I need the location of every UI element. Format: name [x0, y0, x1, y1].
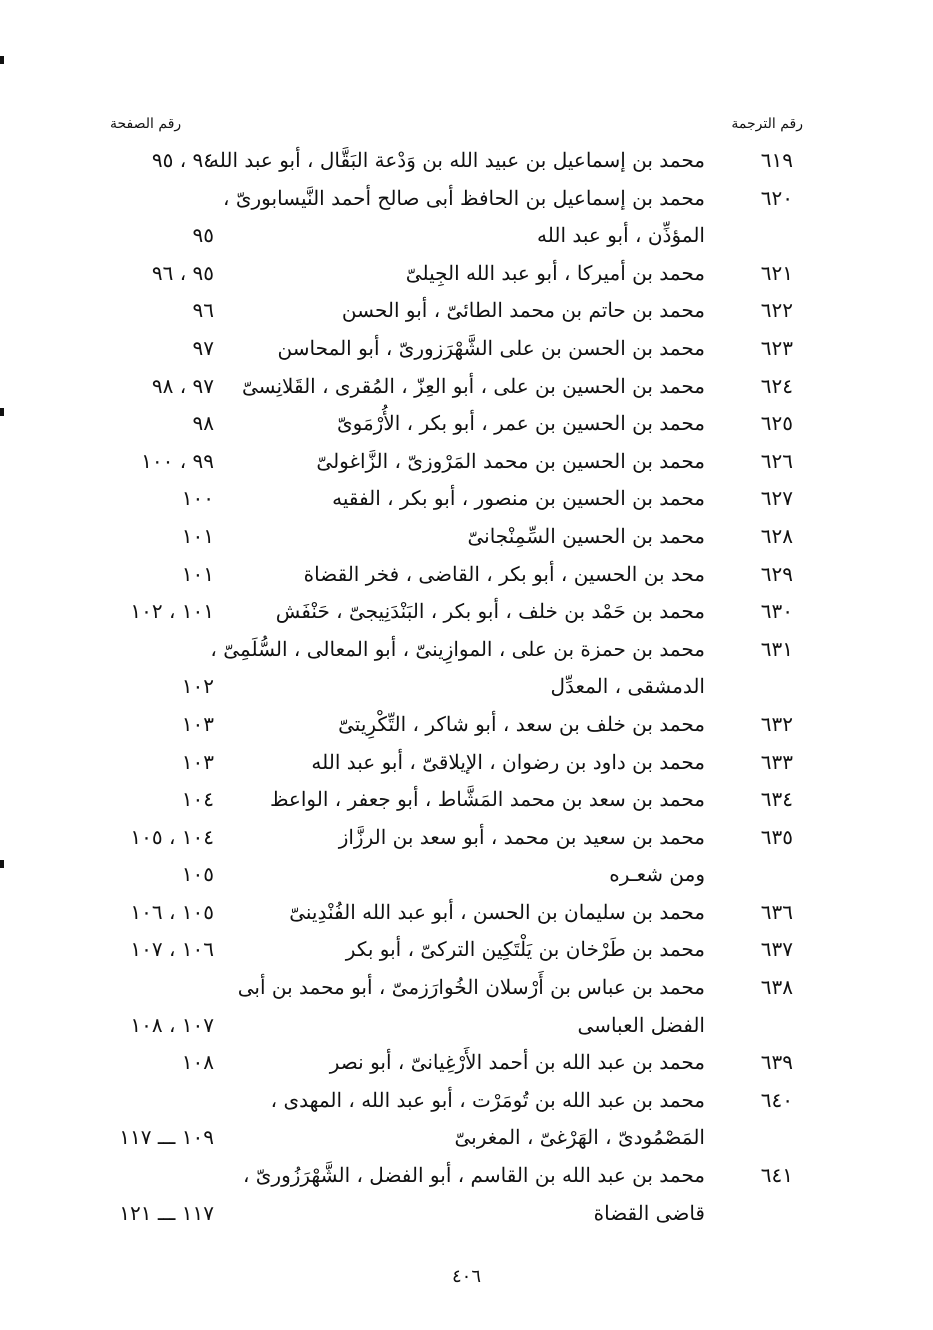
entry-name: محمد بن عباس بن أَرْسلان الخُوارَزمىّ ، أبو محمد بن أبى	[237, 975, 705, 1000]
index-row	[0, 935, 933, 973]
entry-name: محمد بن الحسين بن منصور ، أبو بكر ، الفقيه	[332, 486, 705, 511]
entry-name: محمد بن حَمْد بن خلف ، أبو بكر ، البَنْدَنِيجىّ ، حَنْفَش	[275, 599, 705, 624]
entry-pages: ١٠٥ ، ١٠٦	[130, 899, 214, 924]
entry-pages: ٩٤ ، ٩٥	[151, 148, 214, 172]
entry-number: ٦٢٩	[760, 561, 793, 586]
entry-pages: ٩٦	[192, 298, 214, 323]
entry-pages: ١٠٠	[181, 486, 214, 511]
entry-pages: ١٠٨	[181, 1050, 214, 1075]
entry-number: ٦٢٨	[760, 523, 793, 548]
entry-number: ٦٢٦	[760, 448, 793, 473]
entry-name: الفضل العباسى	[577, 1012, 705, 1037]
entry-name: محمد بن الحسن بن على الشَّهْرَزورىّ ، أبو المحاسن	[277, 335, 705, 360]
index-row	[0, 710, 933, 748]
index-row	[0, 484, 933, 522]
entry-pages: ٩٥ ، ٩٦	[151, 260, 214, 285]
index-row	[0, 1123, 933, 1161]
index-row	[0, 334, 933, 372]
entry-number: ٦٣٤	[760, 787, 793, 812]
entry-pages: ١٠١ ، ١٠٢	[130, 599, 214, 624]
index-row	[0, 823, 933, 861]
entry-number: ٦٣٣	[760, 749, 793, 774]
entry-name: المؤذِّن ، أبو عبد الله	[537, 223, 705, 248]
entry-pages: ١١٧ ـــ ١٢١	[119, 1200, 214, 1225]
index-row	[0, 785, 933, 823]
entry-name: محمد بن عبد الله بن تُومَرْت ، أبو عبد الله ، المهدى ،	[270, 1087, 705, 1112]
entry-number: ٦٢٠	[760, 185, 793, 210]
entry-name: محمد بن الحسين السِّمِنْجانىّ	[467, 523, 705, 548]
page-number-header: رقم الصفحة	[110, 116, 182, 132]
index-row	[0, 221, 933, 259]
entry-name: محمد بن سليمان بن الحسن ، أبو عبد الله الفُنْدِينىّ	[289, 899, 705, 924]
entry-name: محمد بن طَرْخان بن يَلْتَكِين التركىّ ، أبو بكر	[345, 937, 705, 962]
entry-number: ٦٣٩	[760, 1050, 793, 1075]
entry-pages: ١٠٣	[181, 749, 214, 774]
entry-name: محمد بن أميركا ، أبو عبد الله الجِيلىّ	[405, 260, 705, 285]
entry-pages: ١٠٢	[181, 674, 214, 699]
entry-name: الدمشقى ، المعدِّل	[550, 674, 705, 699]
entry-name: محمد بن عبد الله بن أحمد الأَرْغِيانىّ ، أبو نصر	[329, 1050, 705, 1075]
edge-mark	[0, 56, 4, 64]
entry-name: محد بن الحسين ، أبو بكر ، القاضى ، فخر القضاة	[303, 561, 705, 586]
index-row	[0, 635, 933, 673]
entry-number: ٦٣٢	[760, 711, 793, 736]
entry-number: ٦٢٥	[760, 411, 793, 436]
entry-number: ٦٣٨	[760, 975, 793, 1000]
index-row	[0, 1199, 933, 1237]
entry-name: محمد بن إسماعيل بن عبيد الله بن وَدْعة البَقَّال ، أبو عبد الله	[209, 148, 705, 172]
entry-number: ٦٢١	[760, 260, 793, 285]
index-row	[0, 372, 933, 410]
entry-pages: ٩٧	[192, 335, 214, 360]
index-row	[0, 672, 933, 710]
entry-number-header: رقم الترجمة	[731, 116, 803, 132]
entry-name: محمد بن سعيد بن محمد ، أبو سعد بن الرزَّاز	[338, 824, 705, 849]
entry-pages: ١٠٩ ـــ ١١٧	[119, 1125, 214, 1150]
entry-number: ٦١٩	[760, 148, 793, 172]
index-row	[0, 1048, 933, 1086]
index-row	[0, 1011, 933, 1049]
entry-pages: ١٠٥	[181, 862, 214, 887]
index-row	[0, 184, 933, 222]
entry-number: ٦٤٠	[760, 1087, 793, 1112]
entry-name: محمد بن خلف بن سعد ، أبو شاكر ، التِّكْرِيتىّ	[338, 711, 705, 736]
entry-number: ٦٤١	[760, 1163, 793, 1188]
entry-number: ٦٣٧	[760, 937, 793, 962]
entry-number: ٦٢٣	[760, 335, 793, 360]
entry-pages: ٩٧ ، ٩٨	[151, 373, 214, 398]
entry-name: ومن شعـره	[609, 862, 705, 887]
entry-number: ٦٣٦	[760, 899, 793, 924]
entry-pages: ٩٥	[192, 223, 214, 248]
entry-name: محمد بن داود بن رضوان ، الإيلاقىّ ، أبو عبد الله	[311, 749, 705, 774]
entry-pages: ١٠٤	[181, 787, 214, 812]
index-row	[0, 748, 933, 786]
entry-pages: ١٠١	[181, 523, 214, 548]
index-row	[0, 296, 933, 334]
index-list	[0, 146, 933, 1236]
entry-number: ٦٣١	[760, 636, 793, 661]
entry-pages: ١٠٣	[181, 711, 214, 736]
entry-name: محمد بن عبد الله بن القاسم ، أبو الفضل ، الشَّهْرَزُورىّ ،	[242, 1163, 705, 1188]
entry-name: محمد بن حاتم بن محمد الطائىّ ، أبو الحسن	[341, 298, 705, 323]
index-row	[0, 409, 933, 447]
index-row	[0, 522, 933, 560]
entry-number: ٦٢٧	[760, 486, 793, 511]
entry-name: محمد بن سعد بن محمد المَشَّاط ، أبو جعفر ، الواعظ	[269, 787, 705, 812]
entry-pages: ٩٨	[192, 411, 214, 436]
entry-number: ٦٢٢	[760, 298, 793, 323]
page-number: ٤٠٦	[451, 1266, 481, 1287]
entry-number: ٦٣٥	[760, 824, 793, 849]
entry-name: المَصْمُودىّ ، الهَرْغىّ ، المغربىّ	[454, 1125, 705, 1150]
entry-number: ٦٢٤	[760, 373, 793, 398]
index-row	[0, 860, 933, 898]
index-row	[0, 447, 933, 485]
index-row	[0, 1086, 933, 1124]
index-row	[0, 146, 933, 184]
entry-name: محمد بن حمزة بن على ، الموازِينىّ ، أبو المعالى ، السُّلَمِىّ ،	[210, 636, 705, 661]
index-row	[0, 898, 933, 936]
index-row	[0, 1161, 933, 1199]
entry-name: محمد بن إسماعيل بن الحافظ أبى صالح أحمد النَّيسابورىّ ،	[223, 185, 705, 210]
entry-name: قاضى القضاة	[593, 1200, 705, 1225]
entry-pages: ١٠٤ ، ١٠٥	[130, 824, 214, 849]
index-row	[0, 597, 933, 635]
index-row	[0, 973, 933, 1011]
entry-number: ٦٣٠	[760, 599, 793, 624]
entry-pages: ٩٩ ، ١٠٠	[141, 448, 214, 473]
entry-name: محمد بن الحسين بن محمد المَرْوزىّ ، الزَّاغولىّ	[316, 448, 705, 473]
entry-name: محمد بن الحسين بن على ، أبو العِزّ ، المُقرى ، القَلانِسىّ	[241, 373, 705, 398]
entry-pages: ١٠٧ ، ١٠٨	[130, 1012, 214, 1037]
index-row	[0, 560, 933, 598]
entry-pages: ١٠٦ ، ١٠٧	[130, 937, 214, 962]
index-row	[0, 259, 933, 297]
entry-name: محمد بن الحسين بن عمر ، أبو بكر ، الأُرْمَوىّ	[336, 411, 705, 436]
entry-pages: ١٠١	[181, 561, 214, 586]
